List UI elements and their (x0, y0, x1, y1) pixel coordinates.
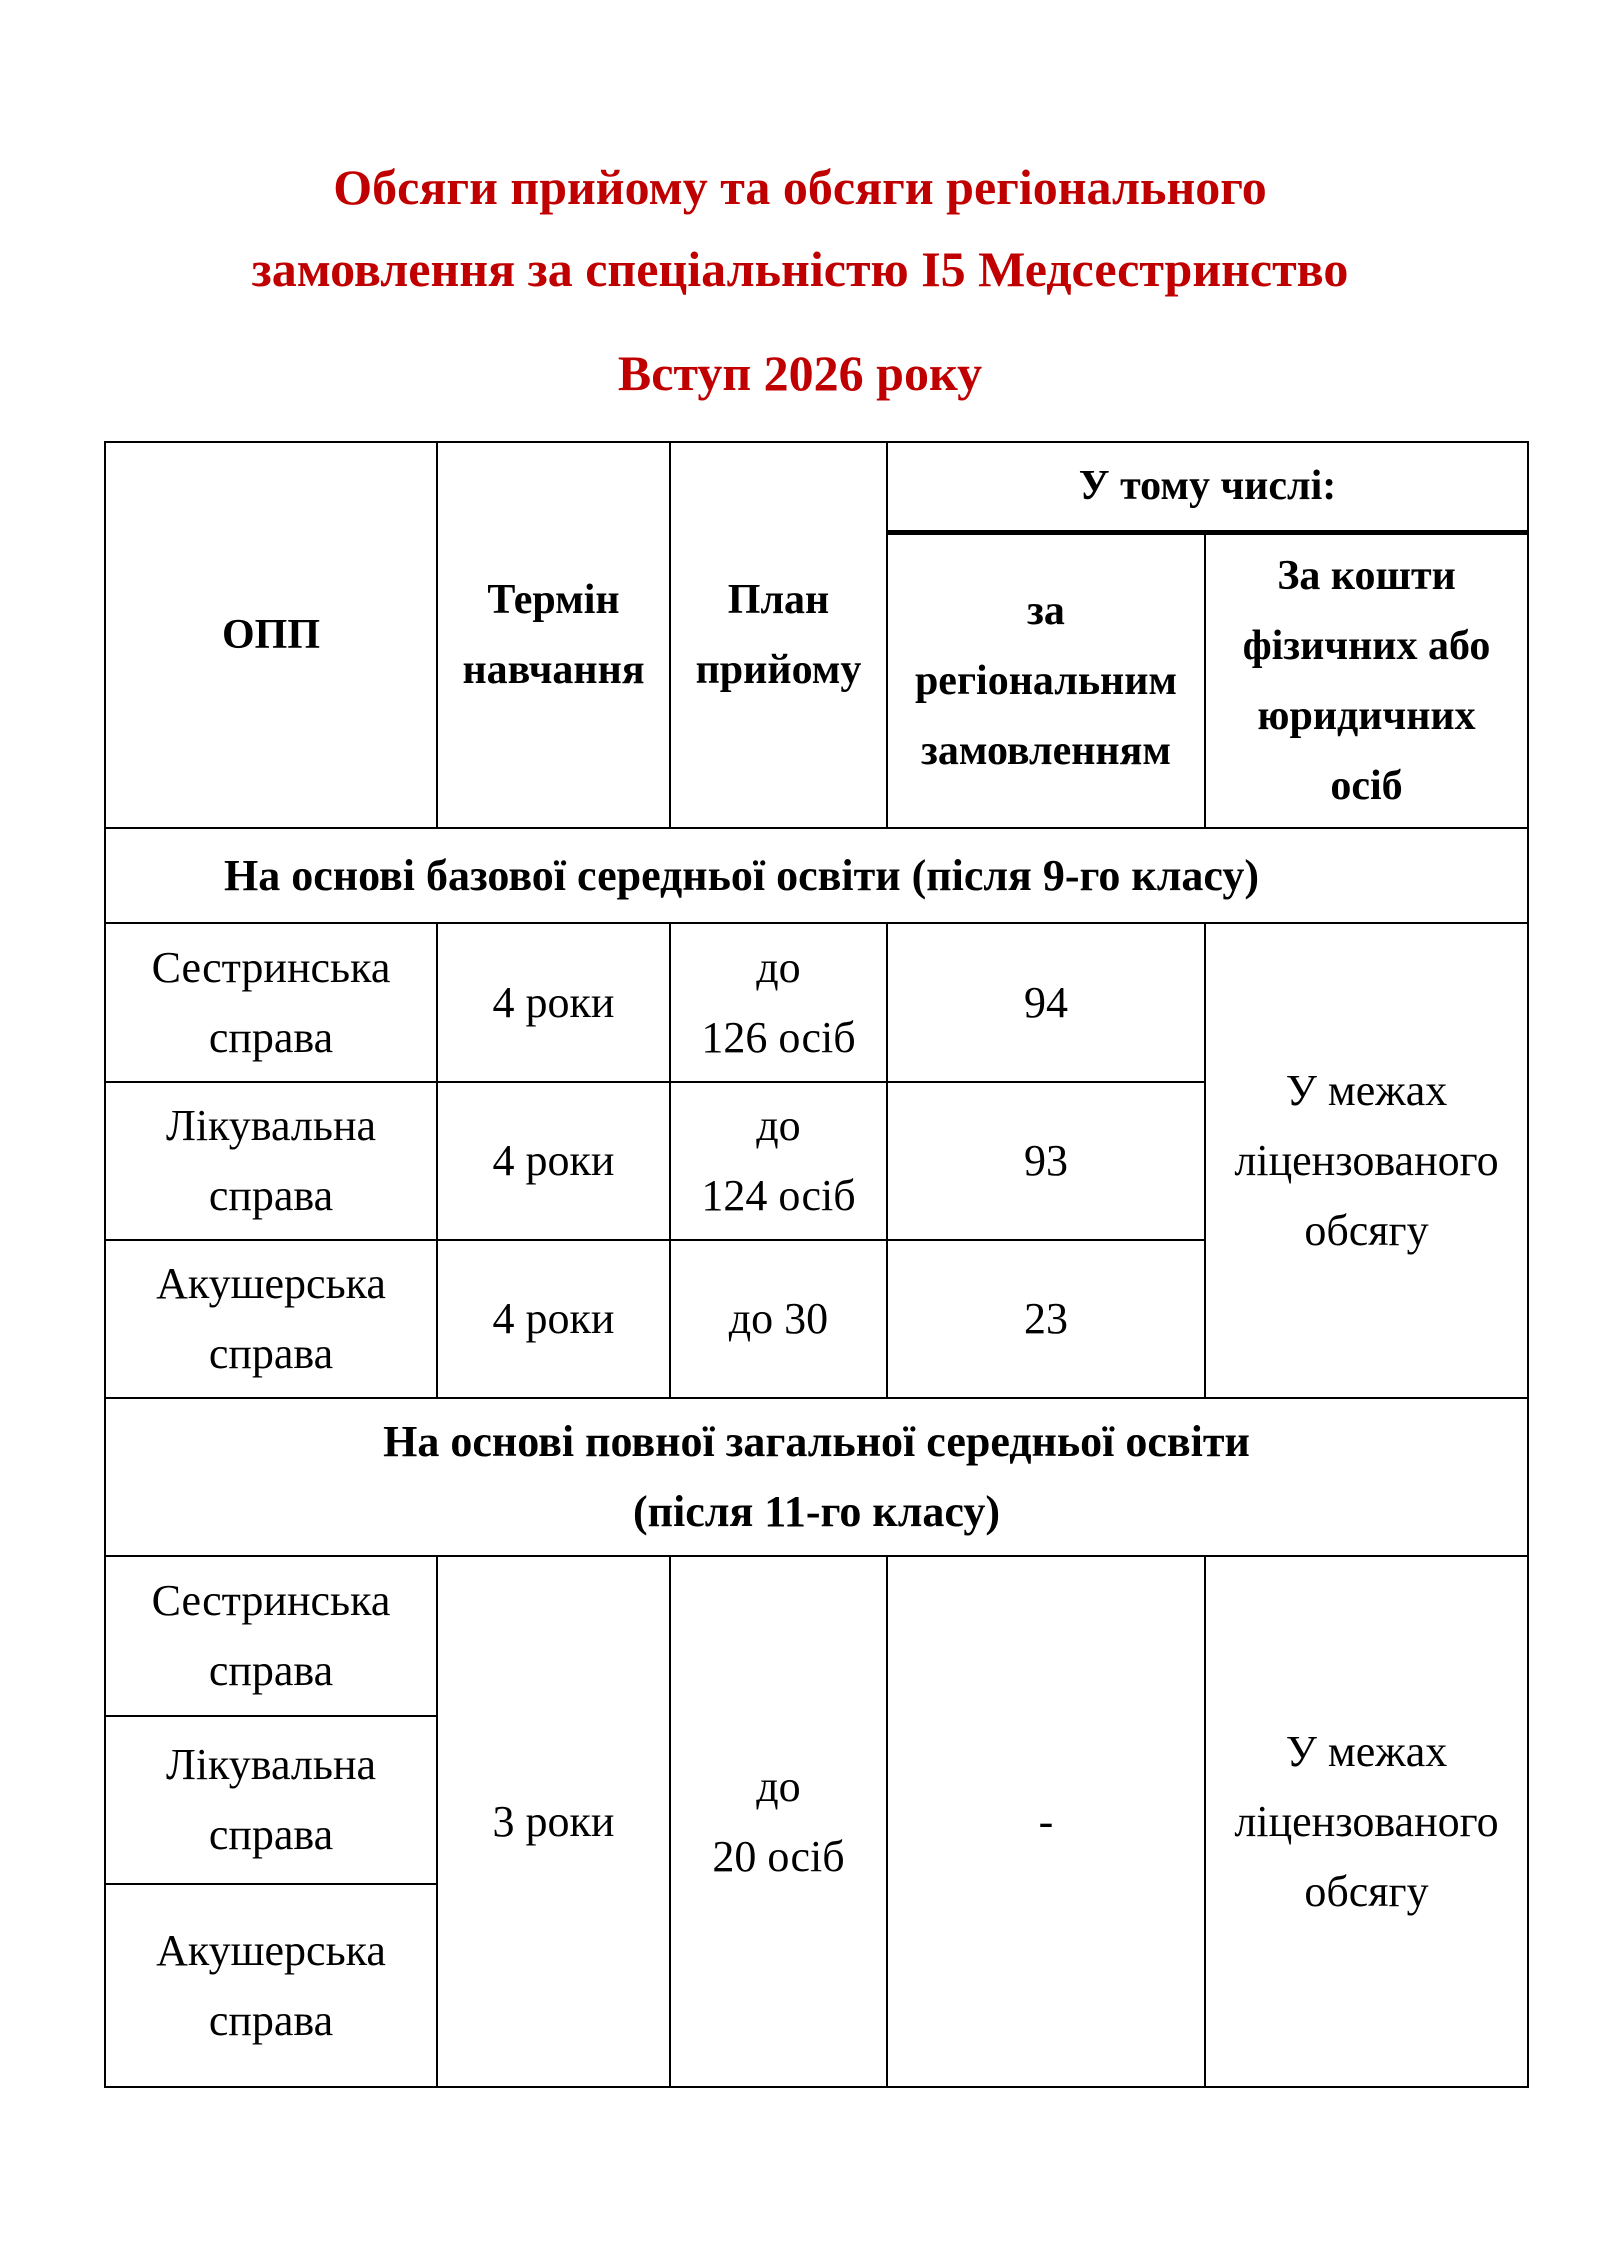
section-1-title: На основі базової середньої освіти (після 9-го класу) (224, 850, 1260, 900)
header-plan-line-1: План (727, 577, 830, 623)
header-term (437, 442, 670, 828)
plan-cell (670, 923, 887, 1082)
opp-cell (105, 1240, 437, 1398)
section-2-title-line-2: (після 11-го класу) (633, 1487, 1000, 1536)
plan-value: 20 осіб (712, 1831, 845, 1881)
plan-value: 124 осіб (701, 1171, 856, 1220)
opp-name: Акушерська (156, 1259, 386, 1308)
term-cell: 4 роки (437, 923, 670, 1082)
page-title-line-2: замовлення за спеціальністю І5 Медсестринство (251, 241, 1349, 297)
plan-cell (670, 1082, 887, 1240)
private-funds-line-1: У межах (1285, 1065, 1448, 1115)
header-private-funds (1205, 532, 1528, 828)
opp-cell (105, 1082, 437, 1240)
header-plan (670, 442, 887, 828)
header-opp-label: ОПП (221, 612, 320, 658)
opp-name: Лікувальна (165, 1740, 377, 1789)
opp-cell (105, 1556, 437, 1716)
header-including-label: У тому числі: (1078, 463, 1337, 510)
header-opp (105, 442, 437, 828)
admission-table (104, 441, 1529, 2088)
header-term-line-1: Термін (487, 577, 620, 623)
header-plan-line-2: прийому (695, 647, 862, 693)
opp-name-suffix: справа (208, 1995, 334, 2045)
header-regional-line-1: за (1027, 587, 1065, 634)
plan-value: 126 осіб (701, 1012, 856, 1062)
private-funds-line-1: У межах (1285, 1726, 1448, 1776)
regional-cell: 23 (887, 1240, 1205, 1398)
header-regional-line-3: замовленням (921, 727, 1171, 774)
header-private-line-2: фізичних або (1242, 622, 1491, 669)
opp-name: Лікувальна (165, 1101, 377, 1150)
private-funds-line-3: обсягу (1304, 1866, 1429, 1916)
header-private-line-3: юридичних (1257, 692, 1476, 739)
opp-name: Сестринська (151, 942, 391, 992)
opp-name-suffix: справа (208, 1171, 334, 1220)
regional-cell: 94 (887, 923, 1205, 1082)
opp-cell (105, 1884, 437, 2087)
regional-cell: 93 (887, 1082, 1205, 1240)
plan-prefix: до (756, 1101, 801, 1150)
term-cell: 4 роки (437, 1240, 670, 1398)
private-funds-line-3: обсягу (1304, 1205, 1429, 1255)
opp-cell (105, 1716, 437, 1884)
plan-prefix: до (756, 1761, 801, 1811)
private-funds-cell (1205, 1556, 1528, 2087)
header-term-line-2: навчання (462, 647, 645, 693)
table-row (105, 1556, 1528, 1716)
section-basic-secondary (105, 828, 1528, 923)
plan-cell: до 30 (670, 1240, 887, 1398)
opp-name: Сестринська (151, 1576, 391, 1625)
opp-name-suffix: справа (208, 1012, 334, 1062)
header-including (887, 442, 1528, 532)
private-funds-line-2: ліцензованого (1234, 1796, 1499, 1846)
header-regional-order (887, 532, 1205, 828)
opp-cell (105, 923, 437, 1082)
opp-name-suffix: справа (208, 1329, 334, 1378)
private-funds-cell (1205, 923, 1528, 1398)
term-cell: 4 роки (437, 1082, 670, 1240)
opp-name-suffix: справа (208, 1810, 334, 1859)
regional-cell: - (887, 1556, 1205, 2087)
plan-prefix: до (756, 942, 801, 992)
opp-name: Акушерська (156, 1925, 386, 1975)
private-funds-line-2: ліцензованого (1234, 1135, 1499, 1185)
term-cell: 3 роки (437, 1556, 670, 2087)
header-private-line-1: За кошти (1277, 552, 1456, 599)
plan-cell (670, 1556, 887, 2087)
page-subtitle: Вступ 2026 року (617, 345, 983, 401)
header-regional-line-2: регіональним (914, 657, 1178, 704)
section-full-secondary (105, 1398, 1528, 1556)
page-title-line-1: Обсяги прийому та обсяги регіонального (333, 159, 1267, 215)
table-row (105, 923, 1528, 1082)
opp-name-suffix: справа (208, 1646, 334, 1695)
header-private-line-4: осіб (1330, 762, 1403, 809)
section-2-title-line-1: На основі повної загальної середньої освіти (383, 1417, 1250, 1466)
